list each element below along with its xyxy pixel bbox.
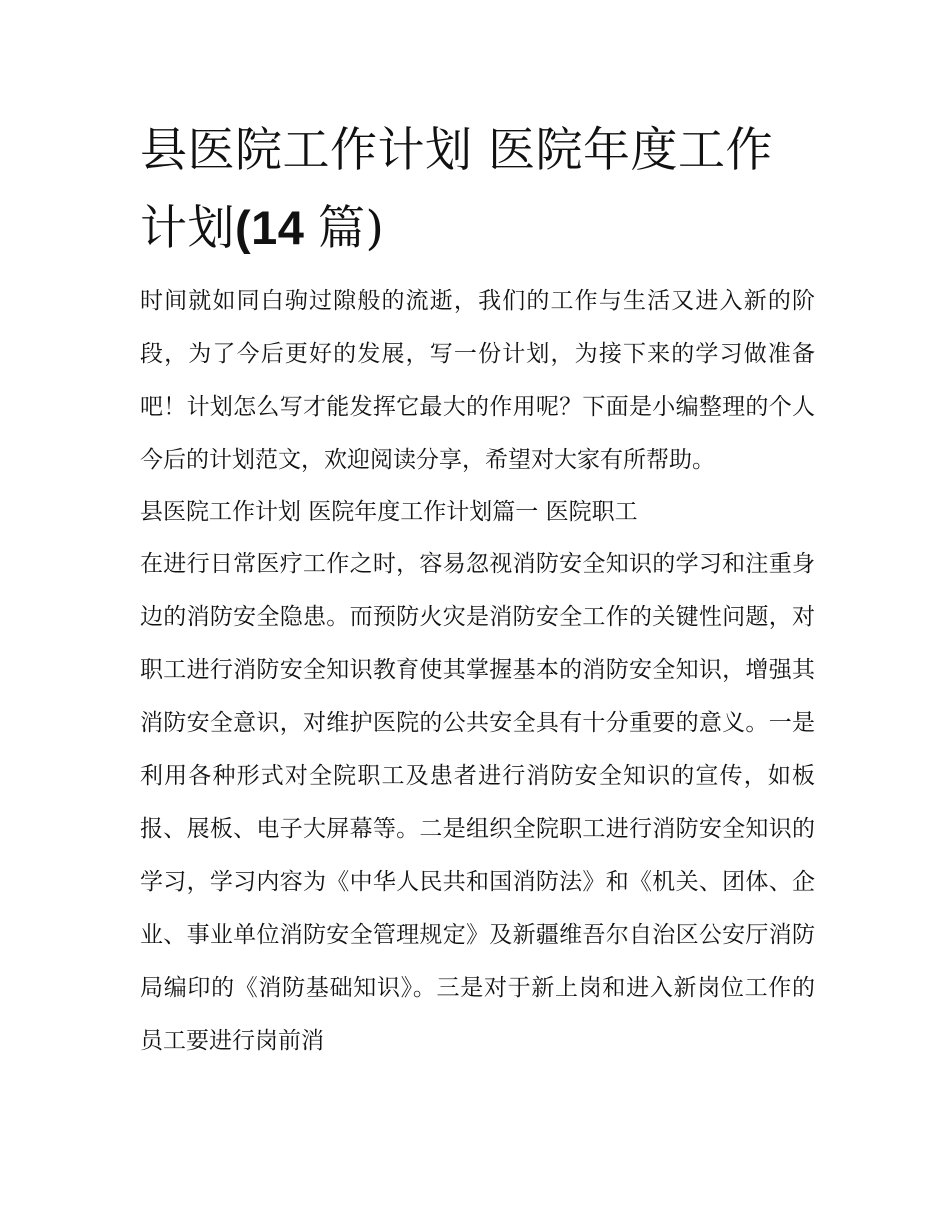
intro-paragraph: 时间就如同白驹过隙般的流逝，我们的工作与生活又进入新的阶段，为了今后更好的发展，写一份计划，为接下来的学习做准备吧！计划怎么写才能发挥它最大的作用呢？下面是小编整理的个人今后的计划范文，欢迎阅读分享，希望对大家有所帮助。 xyxy=(140,288,815,473)
title-text-part3: (14 xyxy=(235,201,318,254)
section-heading: 县医院工作计划 医院年度工作计划篇一 医院职工 xyxy=(140,499,638,525)
body-paragraph: 在进行日常医疗工作之时，容易忽视消防安全知识的学习和注重身边的消防安全隐患。而预防火灾是消防安全工作的关键性问题，对职工进行消防安全知识教育使其掌握基本的消防安全知识，增强其消防安全意识，对维护医院的公共安全具有十分重要的意义。一是利用各种形式对全院职工及患者进行消防安全知识的宣传，如板报、展板、电子大屏幕等。二是组织全院职工进行消防安全知识的学习，学习内容为《中华人民共和国消防法》和《机关、团体、企业、事业单位消防安全管理规定》及新疆维吾尔自治区公安厅消防局编印的《消防基础知识》。三是对于新上岗和进入新岗位工作的员工要进行岗前消 xyxy=(140,551,815,1054)
title-text-part4: 篇) xyxy=(318,201,385,256)
document-title xyxy=(140,112,815,267)
title-text-part1: 县医院工作计划 医院年度工作 xyxy=(140,123,773,178)
title-text-part2: 计划 xyxy=(140,201,235,256)
document-content xyxy=(140,112,815,1068)
